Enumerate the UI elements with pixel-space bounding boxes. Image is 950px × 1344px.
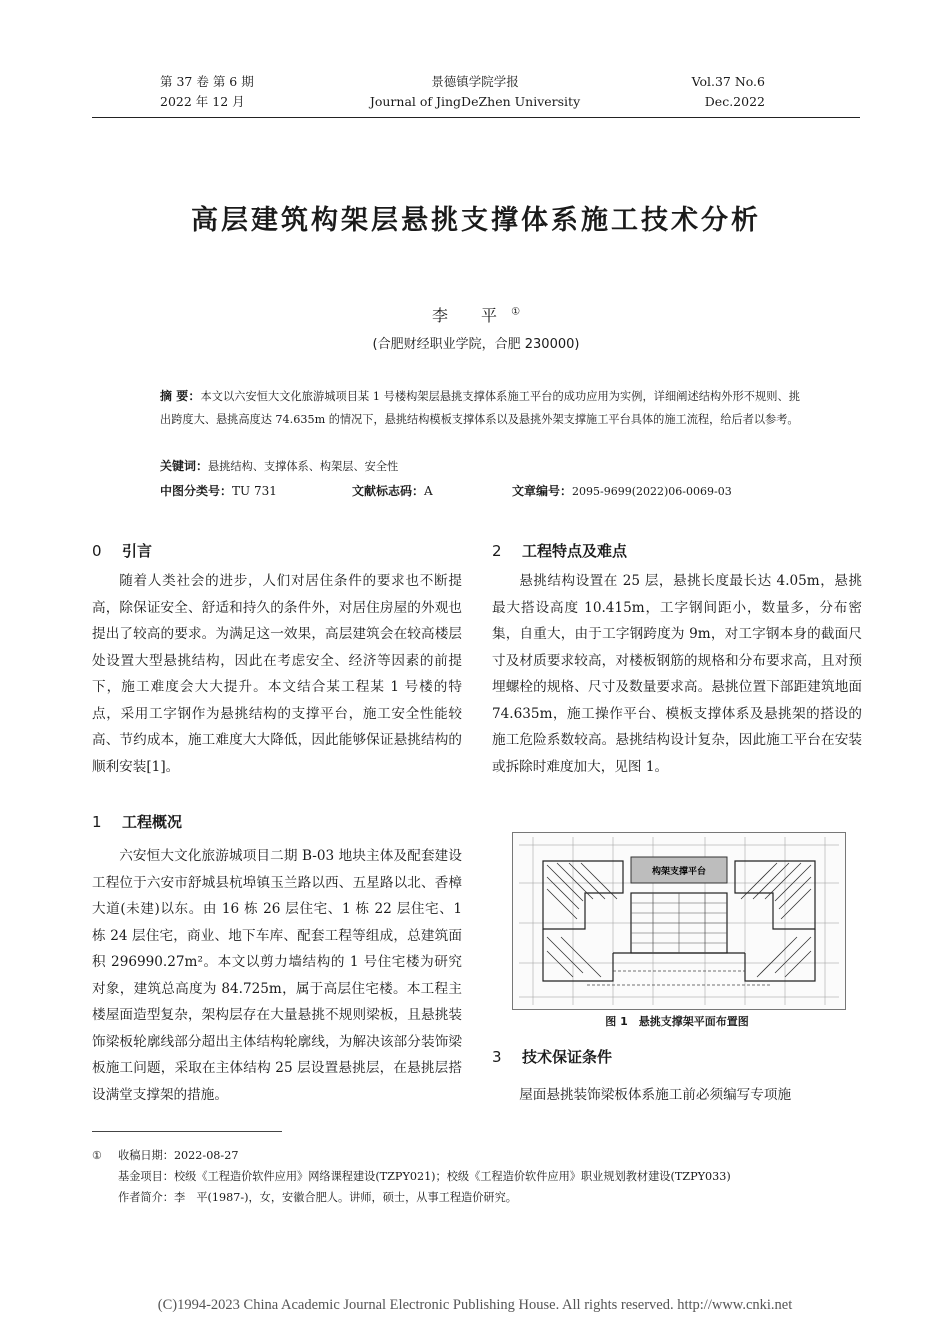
article-number bbox=[512, 481, 732, 502]
abstract-text: 本文以六安恒大文化旅游城项目某 1 号楼构架层悬挑支撑体系施工平台的成功应用为实例，详细阐述结构外形不规则、挑出跨度大、悬挑高度达 74.635m 的情况下，悬挑结构模板支撑体系以及悬挑外架支撑施工平台具体的施工流程，给后者以参考。 bbox=[160, 390, 800, 426]
doc-value: A bbox=[424, 484, 433, 498]
section-0-title: 引言 bbox=[122, 542, 153, 560]
journal-issue bbox=[160, 72, 310, 112]
clc-label: 中图分类号： bbox=[160, 484, 233, 498]
clc-value: TU 731 bbox=[232, 484, 277, 498]
received-date: 收稿日期：2022-08-27 bbox=[118, 1149, 239, 1162]
section-0-body: 随着人类社会的进步，人们对居住条件的要求也不断提高，除保证安全、舒适和持久的条件外，对居住房屋的外观也提出了较高的要求。为满足这一效果，高层建筑会在较高楼层处设置大型悬挑结构，因此在考虑安全、经济等因素的前提下，施工难度会大大提升。本文结合某工程某 1 号楼的特点，采用工字钢作为悬挑结构的支撑平台，施工安全性能较高、节约成本，施工难度大大降低，因此能够保证悬挑结构的顺利安装[1]。 bbox=[92, 573, 462, 775]
article-label: 文章编号： bbox=[512, 484, 573, 498]
author-name: 李 平 bbox=[431, 306, 512, 325]
affiliation: (合肥财经职业学院，合肥 230000) bbox=[372, 337, 580, 352]
volume-en: Vol.37 No.6 bbox=[691, 74, 765, 89]
doc-label: 文献标志码： bbox=[352, 484, 425, 498]
journal-name-en: Journal of JingDeZhen University bbox=[369, 94, 581, 109]
doc-code bbox=[352, 481, 433, 501]
footnotes bbox=[92, 1145, 872, 1208]
paper-title: 高层建筑构架层悬挑支撑体系施工技术分析 bbox=[191, 205, 761, 236]
section-1-heading bbox=[92, 811, 462, 832]
header-rule bbox=[92, 117, 860, 118]
platform-label: 构架支撑平台 bbox=[651, 867, 707, 877]
section-2-number: 2 bbox=[492, 542, 502, 560]
date-en: Dec.2022 bbox=[704, 94, 765, 109]
footnote-rule bbox=[92, 1131, 282, 1132]
footnote-mark: ① bbox=[92, 1149, 103, 1162]
issue-date: 2022 年 12 月 bbox=[160, 94, 245, 109]
journal-name bbox=[340, 72, 610, 112]
journal-name-cn: 景德镇学院学报 bbox=[431, 74, 519, 89]
section-1-title: 工程概况 bbox=[122, 813, 183, 831]
issue-volume: 第 37 卷 第 6 期 bbox=[160, 74, 254, 89]
section-0-heading bbox=[92, 540, 462, 561]
section-2-title: 工程特点及难点 bbox=[522, 542, 628, 560]
author-footnote-mark: ① bbox=[511, 306, 521, 318]
section-3-body: 屋面悬挑装饰梁板体系施工前必须编写专项施 bbox=[519, 1087, 792, 1103]
article-value: 2095-9699(2022)06-0069-03 bbox=[572, 485, 732, 498]
section-1-number: 1 bbox=[92, 813, 102, 831]
footnote-bio: 作者简介：李 平(1987-)，女，安徽合肥人。讲师，硕士，从事工程造价研究。 bbox=[118, 1191, 517, 1204]
author-line bbox=[92, 303, 860, 326]
abstract bbox=[160, 385, 800, 431]
section-2-body: 悬挑结构设置在 25 层，悬挑长度最长达 4.05m，悬挑最大搭设高度 10.415m，工字钢间距小，数量多，分布密集，自重大，由于工字钢跨度为 9m，对工字钢本身的截面尺寸及材质要求较高，对楼板钢筋的规格和分布要求高，且对预埋螺栓的规格、尺寸及数量要求高。悬挑位置下部距建筑地面 74.635m，施工操作平台、模板支撑体系及悬挑架的搭设的施工危险系数较高。悬挑结构设计复杂，因此施工平台在安装或拆除时难度加大，见图 1。 bbox=[492, 573, 862, 775]
footnote-fund: 基金项目：校级《工程造价软件应用》网络课程建设(TZPY021)；校级《工程造价软件应用》职业规划教材建设(TZPY033) bbox=[118, 1170, 731, 1183]
keywords-text: 悬挑结构、支撑体系、构架层、安全性 bbox=[208, 460, 399, 473]
section-1-body: 六安恒大文化旅游城项目二期 B-03 地块主体及配套建设工程位于六安市舒城县杭埠镇玉兰路以西、五星路以北、香樟大道(未建)以东。由 16 栋 26 层住宅、1 栋 22 层住宅、1 栋 24 层住宅，商业、地下车库、配套工程等组成，总建筑面积 296990.27m²。本文以剪力墙结构的 1 号住宅楼为研究对象，建筑总高度为 84.725m，属于高层住宅楼。本工程主楼屋面造型复杂，架构层存在大量悬挑不规则梁板，且悬挑装饰梁板轮廓线部分超出主体结构轮廓线，为解决该部分装饰梁板施工问题，采取在主体结构 25 层设置悬挑层，在悬挑层搭设满堂支撑架的措施。 bbox=[92, 848, 462, 1103]
abstract-label: 摘 要： bbox=[160, 389, 201, 403]
journal-volume-en bbox=[640, 72, 765, 112]
section-0-number: 0 bbox=[92, 542, 102, 560]
section-3-heading bbox=[492, 1046, 862, 1067]
figure-1-caption: 图 1 悬挑支撑架平面布置图 bbox=[605, 1015, 749, 1028]
copyright-footer: (C)1994-2023 China Academic Journal Electronic Publishing House. All rights reserved. http://www.cnki.net bbox=[157, 1297, 793, 1313]
footnote-received bbox=[92, 1145, 872, 1166]
figure-1-drawing bbox=[512, 832, 846, 1010]
section-2-heading bbox=[492, 540, 862, 561]
section-3-title: 技术保证条件 bbox=[522, 1048, 613, 1066]
keywords bbox=[160, 455, 800, 478]
clc-code bbox=[160, 481, 277, 501]
section-3-number: 3 bbox=[492, 1048, 502, 1066]
floor-plan-svg bbox=[513, 833, 845, 1009]
keywords-label: 关键词： bbox=[160, 459, 209, 473]
